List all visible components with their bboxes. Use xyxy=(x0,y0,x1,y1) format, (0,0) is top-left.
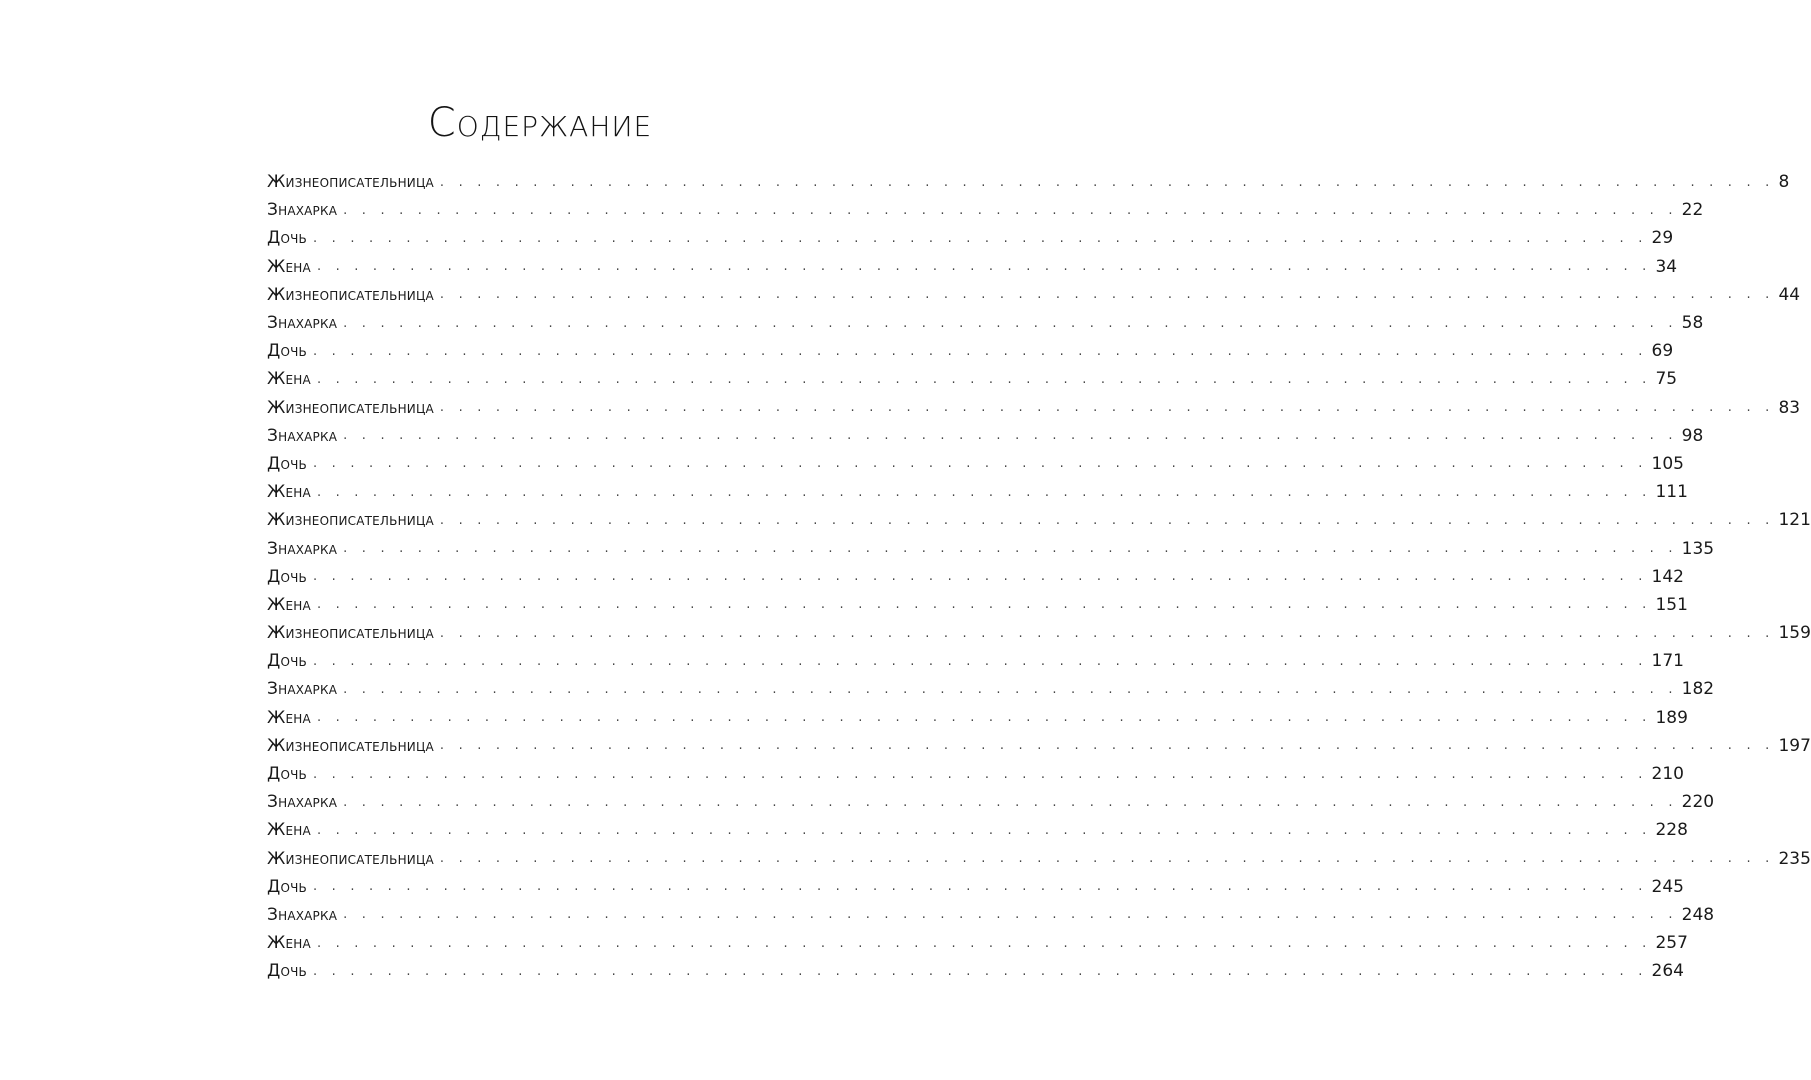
toc-entry-page-number: 121 xyxy=(1778,510,1811,531)
toc-entry-leader: . . . . . . . . . . . . . . . . . . . . . . . . . . . . . . . . . . . . . . . . . . . . . . . . . . . . . . . . . . . . . . . . . . . . . . . . xyxy=(316,484,1652,500)
toc-entry-page-number: 69 xyxy=(1651,341,1674,362)
toc-entry[interactable] xyxy=(267,309,1704,337)
toc-entry-title: Жена xyxy=(267,256,311,277)
toc-entry-page-number: 264 xyxy=(1651,961,1684,982)
toc-entry-page-number: 257 xyxy=(1655,933,1688,954)
toc-entry[interactable] xyxy=(267,281,1801,309)
toc-entry[interactable] xyxy=(267,224,1674,252)
toc-entry-page-number: 58 xyxy=(1681,313,1704,334)
toc-entry-leader: . . . . . . . . . . . . . . . . . . . . . . . . . . . . . . . . . . . . . . . . . . . . . . . . . . . . . . . . . . . . . . . . . . . . . . . . xyxy=(439,174,1775,190)
toc-entry-title: Жизнеописательница xyxy=(267,284,434,305)
toc-entry-leader: . . . . . . . . . . . . . . . . . . . . . . . . . . . . . . . . . . . . . . . . . . . . . . . . . . . . . . . . . . . . . . . . . . . . . . . . xyxy=(343,907,1678,923)
toc-entry[interactable] xyxy=(267,675,1715,703)
toc-entry-page-number: 220 xyxy=(1681,792,1715,813)
toc-entry-leader: . . . . . . . . . . . . . . . . . . . . . . . . . . . . . . . . . . . . . . . . . . . . . . . . . . . . . . . . . . . . . . . . . . . . . . . . xyxy=(343,541,1678,557)
toc-entry-title: Дочь xyxy=(267,651,307,672)
toc-entry-title: Знахарка xyxy=(267,313,338,334)
toc-entry[interactable] xyxy=(267,337,1674,365)
toc-entry-title: Дочь xyxy=(267,228,307,249)
toc-entry-page-number: 228 xyxy=(1655,820,1688,841)
toc-entry-title: Знахарка xyxy=(267,425,338,446)
toc-entry-title: Знахарка xyxy=(267,538,338,559)
toc-entry-leader: . . . . . . . . . . . . . . . . . . . . . . . . . . . . . . . . . . . . . . . . . . . . . . . . . . . . . . . . . . . . . . . . . . . . . . . . xyxy=(313,653,1648,669)
toc-entry[interactable] xyxy=(267,704,1688,732)
toc-entry-page-number: 105 xyxy=(1651,453,1684,474)
toc-entry-leader: . . . . . . . . . . . . . . . . . . . . . . . . . . . . . . . . . . . . . . . . . . . . . . . . . . . . . . . . . . . . . . . . . . . . . . . . xyxy=(439,400,1775,416)
toc-entry-title: Дочь xyxy=(267,341,307,362)
toc-entry-title: Жизнеописательница xyxy=(267,510,434,531)
table-of-contents xyxy=(267,168,1811,985)
toc-entry-page-number: 22 xyxy=(1681,200,1704,221)
toc-entry-leader: . . . . . . . . . . . . . . . . . . . . . . . . . . . . . . . . . . . . . . . . . . . . . . . . . . . . . . . . . . . . . . . . . . . . . . . . xyxy=(439,512,1775,528)
toc-entry-leader: . . . . . . . . . . . . . . . . . . . . . . . . . . . . . . . . . . . . . . . . . . . . . . . . . . . . . . . . . . . . . . . . . . . . . . . . xyxy=(316,710,1652,726)
toc-entry-leader: . . . . . . . . . . . . . . . . . . . . . . . . . . . . . . . . . . . . . . . . . . . . . . . . . . . . . . . . . . . . . . . . . . . . . . . . xyxy=(313,879,1648,895)
toc-entry-page-number: 135 xyxy=(1681,538,1715,559)
toc-entry-page-number: 98 xyxy=(1681,425,1704,446)
toc-entry[interactable] xyxy=(267,422,1704,450)
toc-entry-page-number: 235 xyxy=(1778,848,1811,869)
toc-entry-leader: . . . . . . . . . . . . . . . . . . . . . . . . . . . . . . . . . . . . . . . . . . . . . . . . . . . . . . . . . . . . . . . . . . . . . . . . xyxy=(313,963,1648,979)
toc-entry[interactable] xyxy=(267,929,1688,957)
toc-entry[interactable] xyxy=(267,732,1811,760)
toc-entry-leader: . . . . . . . . . . . . . . . . . . . . . . . . . . . . . . . . . . . . . . . . . . . . . . . . . . . . . . . . . . . . . . . . . . . . . . . . xyxy=(343,681,1678,697)
toc-entry-page-number: 111 xyxy=(1655,482,1688,503)
toc-entry-page-number: 142 xyxy=(1651,566,1684,587)
toc-entry-page-number: 182 xyxy=(1681,679,1715,700)
toc-entry[interactable] xyxy=(267,647,1684,675)
toc-entry-title: Жизнеописательница xyxy=(267,397,434,418)
toc-entry-leader: . . . . . . . . . . . . . . . . . . . . . . . . . . . . . . . . . . . . . . . . . . . . . . . . . . . . . . . . . . . . . . . . . . . . . . . . xyxy=(316,259,1652,275)
toc-entry[interactable] xyxy=(267,253,1678,281)
toc-entry-page-number: 75 xyxy=(1655,369,1678,390)
toc-entry-leader: . . . . . . . . . . . . . . . . . . . . . . . . . . . . . . . . . . . . . . . . . . . . . . . . . . . . . . . . . . . . . . . . . . . . . . . . xyxy=(439,625,1775,641)
toc-entry-page-number: 29 xyxy=(1651,228,1674,249)
toc-entry[interactable] xyxy=(267,534,1715,562)
toc-entry[interactable] xyxy=(267,845,1811,873)
toc-entry-leader: . . . . . . . . . . . . . . . . . . . . . . . . . . . . . . . . . . . . . . . . . . . . . . . . . . . . . . . . . . . . . . . . . . . . . . . . xyxy=(343,428,1678,444)
toc-entry-title: Дочь xyxy=(267,764,307,785)
toc-entry-title: Дочь xyxy=(267,453,307,474)
toc-entry[interactable] xyxy=(267,760,1684,788)
toc-entry-title: Знахарка xyxy=(267,679,338,700)
toc-entry-leader: . . . . . . . . . . . . . . . . . . . . . . . . . . . . . . . . . . . . . . . . . . . . . . . . . . . . . . . . . . . . . . . . . . . . . . . . xyxy=(439,738,1775,754)
toc-entry-page-number: 171 xyxy=(1651,651,1684,672)
toc-entry-title: Знахарка xyxy=(267,792,338,813)
toc-entry-page-number: 44 xyxy=(1778,284,1801,305)
toc-entry-leader: . . . . . . . . . . . . . . . . . . . . . . . . . . . . . . . . . . . . . . . . . . . . . . . . . . . . . . . . . . . . . . . . . . . . . . . . xyxy=(316,935,1652,951)
toc-entry[interactable] xyxy=(267,394,1801,422)
toc-entry-leader: . . . . . . . . . . . . . . . . . . . . . . . . . . . . . . . . . . . . . . . . . . . . . . . . . . . . . . . . . . . . . . . . . . . . . . . . xyxy=(313,766,1648,782)
toc-entry-page-number: 245 xyxy=(1651,876,1684,897)
toc-entry[interactable] xyxy=(267,816,1688,844)
toc-entry-page-number: 34 xyxy=(1655,256,1678,277)
toc-entry-title: Жизнеописательница xyxy=(267,172,434,193)
toc-entry-title: Дочь xyxy=(267,961,307,982)
toc-entry-title: Знахарка xyxy=(267,200,338,221)
toc-entry[interactable] xyxy=(267,901,1715,929)
toc-entry-page-number: 189 xyxy=(1655,707,1688,728)
toc-entry[interactable] xyxy=(267,506,1811,534)
toc-entry-leader: . . . . . . . . . . . . . . . . . . . . . . . . . . . . . . . . . . . . . . . . . . . . . . . . . . . . . . . . . . . . . . . . . . . . . . . . xyxy=(439,851,1775,867)
toc-entry-leader: . . . . . . . . . . . . . . . . . . . . . . . . . . . . . . . . . . . . . . . . . . . . . . . . . . . . . . . . . . . . . . . . . . . . . . . . xyxy=(313,230,1648,246)
toc-entry-leader: . . . . . . . . . . . . . . . . . . . . . . . . . . . . . . . . . . . . . . . . . . . . . . . . . . . . . . . . . . . . . . . . . . . . . . . . xyxy=(343,794,1678,810)
page-title: Содержание xyxy=(427,99,653,146)
toc-entry-page-number: 83 xyxy=(1778,397,1801,418)
toc-entry[interactable] xyxy=(267,478,1688,506)
toc-entry-title: Жена xyxy=(267,707,311,728)
toc-entry-page-number: 210 xyxy=(1651,764,1684,785)
toc-entry-leader: . . . . . . . . . . . . . . . . . . . . . . . . . . . . . . . . . . . . . . . . . . . . . . . . . . . . . . . . . . . . . . . . . . . . . . . . xyxy=(316,822,1652,838)
toc-entry[interactable] xyxy=(267,365,1678,393)
toc-entry-title: Знахарка xyxy=(267,904,338,925)
toc-entry-page-number: 8 xyxy=(1778,172,1790,193)
toc-entry-title: Жена xyxy=(267,594,311,615)
toc-entry-leader: . . . . . . . . . . . . . . . . . . . . . . . . . . . . . . . . . . . . . . . . . . . . . . . . . . . . . . . . . . . . . . . . . . . . . . . . xyxy=(313,569,1648,585)
toc-entry-title: Дочь xyxy=(267,876,307,897)
toc-entry[interactable] xyxy=(267,619,1811,647)
toc-entry[interactable] xyxy=(267,873,1684,901)
toc-entry-title: Жена xyxy=(267,369,311,390)
toc-entry-leader: . . . . . . . . . . . . . . . . . . . . . . . . . . . . . . . . . . . . . . . . . . . . . . . . . . . . . . . . . . . . . . . . . . . . . . . . xyxy=(313,456,1648,472)
toc-entry-leader: . . . . . . . . . . . . . . . . . . . . . . . . . . . . . . . . . . . . . . . . . . . . . . . . . . . . . . . . . . . . . . . . . . . . . . . . xyxy=(313,343,1648,359)
toc-entry[interactable] xyxy=(267,168,1790,196)
toc-entry-page-number: 151 xyxy=(1655,594,1688,615)
toc-entry-title: Дочь xyxy=(267,566,307,587)
toc-entry[interactable] xyxy=(267,591,1688,619)
toc-entry-title: Жена xyxy=(267,820,311,841)
toc-entry-leader: . . . . . . . . . . . . . . . . . . . . . . . . . . . . . . . . . . . . . . . . . . . . . . . . . . . . . . . . . . . . . . . . . . . . . . . . xyxy=(343,315,1678,331)
toc-entry-page-number: 197 xyxy=(1778,735,1811,756)
toc-entry-title: Жена xyxy=(267,482,311,503)
toc-entry-leader: . . . . . . . . . . . . . . . . . . . . . . . . . . . . . . . . . . . . . . . . . . . . . . . . . . . . . . . . . . . . . . . . . . . . . . . . xyxy=(316,597,1652,613)
toc-entry[interactable] xyxy=(267,957,1684,985)
toc-entry-leader: . . . . . . . . . . . . . . . . . . . . . . . . . . . . . . . . . . . . . . . . . . . . . . . . . . . . . . . . . . . . . . . . . . . . . . . . xyxy=(439,287,1775,303)
toc-entry-title: Жизнеописательница xyxy=(267,848,434,869)
toc-entry-leader: . . . . . . . . . . . . . . . . . . . . . . . . . . . . . . . . . . . . . . . . . . . . . . . . . . . . . . . . . . . . . . . . . . . . . . . . xyxy=(316,371,1652,387)
toc-entry-title: Жизнеописательница xyxy=(267,735,434,756)
toc-entry-title: Жена xyxy=(267,933,311,954)
toc-entry[interactable] xyxy=(267,788,1715,816)
toc-entry[interactable] xyxy=(267,563,1684,591)
toc-entry-page-number: 248 xyxy=(1681,904,1715,925)
toc-entry[interactable] xyxy=(267,196,1704,224)
toc-entry-page-number: 159 xyxy=(1778,623,1811,644)
toc-entry-leader: . . . . . . . . . . . . . . . . . . . . . . . . . . . . . . . . . . . . . . . . . . . . . . . . . . . . . . . . . . . . . . . . . . . . . . . . xyxy=(343,202,1678,218)
toc-entry[interactable] xyxy=(267,450,1684,478)
toc-entry-title: Жизнеописательница xyxy=(267,623,434,644)
